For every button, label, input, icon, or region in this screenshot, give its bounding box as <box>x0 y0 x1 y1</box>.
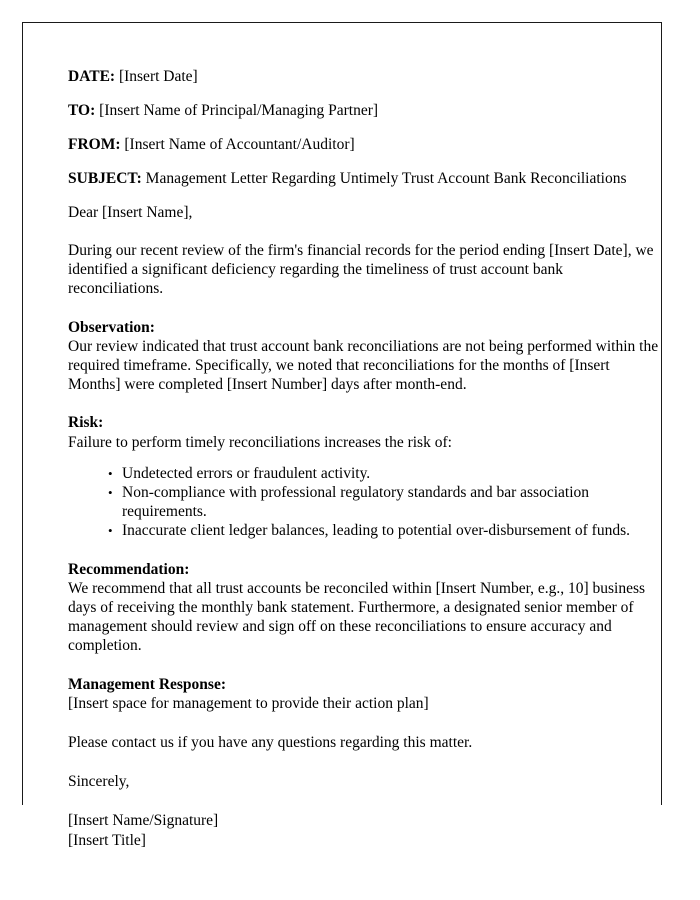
list-item: • Non-compliance with professional regulatory standards and bar association requirements. <box>108 483 660 521</box>
risk-body: Failure to perform timely reconciliations increases the risk of: <box>68 433 452 451</box>
risk-heading: Risk: <box>68 414 104 432</box>
section-risk <box>68 413 660 540</box>
header-field-to-value: [Insert Name of Principal/Managing Partner] <box>99 102 379 119</box>
letter-header-block <box>68 67 660 188</box>
closing-paragraph: Please contact us if you have any questions regarding this matter. <box>68 734 473 752</box>
observation-body: Our review indicated that trust account bank reconciliations are not being performed within the required timeframe. Specifically, we noted that reconciliations for the months of [Insert Months] were completed [Insert Number] days after month-end. <box>68 337 659 394</box>
document-content <box>68 67 660 850</box>
section-recommendation <box>68 560 660 656</box>
list-item: • Inaccurate client ledger balances, leading to potential over-disbursement of funds. <box>108 521 660 540</box>
salutation: Dear [Insert Name], <box>68 204 193 221</box>
header-field-from <box>68 135 660 154</box>
header-field-date <box>68 67 660 86</box>
section-observation <box>68 318 660 395</box>
signature-name: [Insert Name/Signature] <box>68 812 219 830</box>
header-field-subject <box>68 169 660 188</box>
header-field-to <box>68 101 660 120</box>
document-page-frame <box>22 22 662 849</box>
intro-paragraph: During our recent review of the firm's financial records for the period ending [Insert Date], we identified a significant deficiency regarding the timeliness of trust account bank reconciliations. <box>68 242 654 298</box>
section-management-response <box>68 675 660 713</box>
header-field-to-label: TO: <box>68 102 96 119</box>
header-field-subject-value: Management Letter Regarding Untimely Trust Account Bank Reconciliations <box>145 170 627 187</box>
observation-heading: Observation: <box>68 318 155 336</box>
header-field-date-label: DATE: <box>68 68 116 85</box>
list-item: • Undetected errors or fraudulent activity. <box>108 464 660 483</box>
recommendation-heading: Recommendation: <box>68 560 190 578</box>
recommendation-body: We recommend that all trust accounts be reconciled within [Insert Number, e.g., 10] business days of receiving the monthly bank statement. Furthermore, a designated senior member of management should review and sign off on these reconciliations to ensure accuracy and completion. <box>68 579 646 655</box>
header-field-subject-label: SUBJECT: <box>68 170 142 187</box>
signature-block <box>68 811 660 849</box>
management-response-body: [Insert space for management to provide their action plan] <box>68 694 429 712</box>
management-response-heading: Management Response: <box>68 675 226 693</box>
risk-bullet-list <box>68 464 660 541</box>
signature-title: [Insert Title] <box>68 831 146 849</box>
header-field-from-value: [Insert Name of Accountant/Auditor] <box>124 136 355 153</box>
header-field-from-label: FROM: <box>68 136 121 153</box>
sign-off: Sincerely, <box>68 773 130 791</box>
header-field-date-value: [Insert Date] <box>118 68 198 85</box>
